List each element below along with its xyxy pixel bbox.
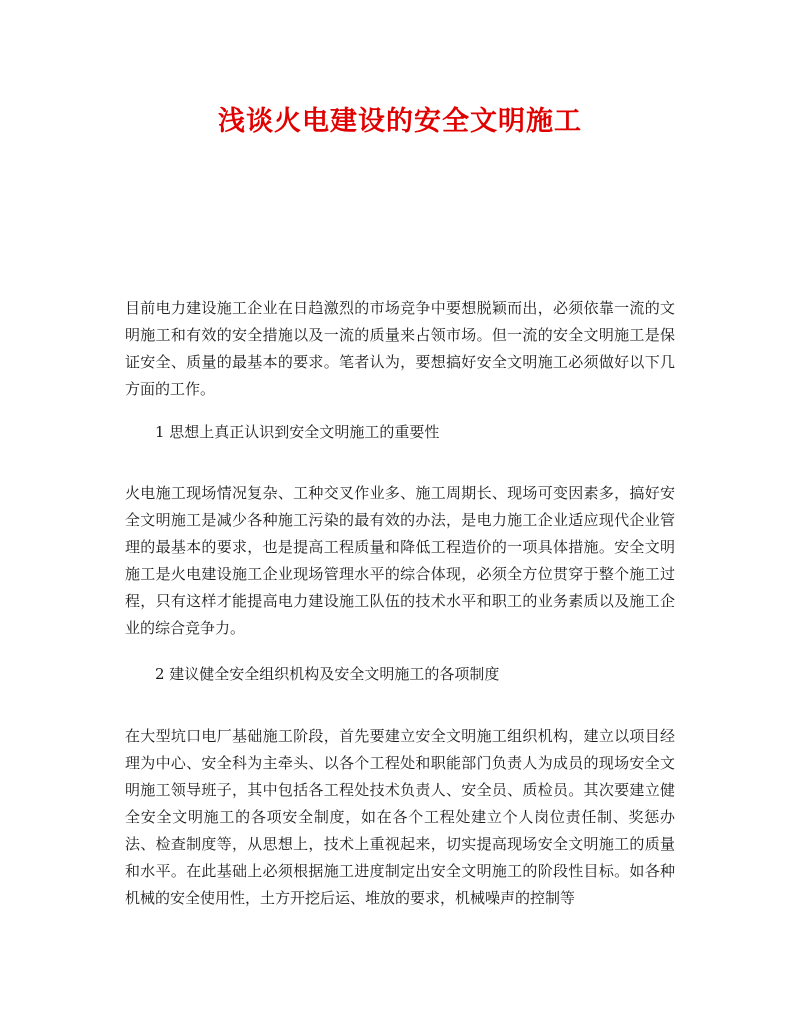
document-title: 浅谈火电建设的安全文明施工 [218,106,582,137]
section-1-heading: 1 思想上真正认识到安全文明施工的重要性 [155,423,440,441]
section-2-paragraph: 在大型坑口电厂基础施工阶段，首先要建立安全文明施工组织机构，建立以项目经理为中心、安全科为主牵头、以各个工程处和职能部门负责人为成员的现场安全文明施工领导班子，其中包括各工程处技术负责人、安全员、质检员。其次要建立健全安全文明施工的各项安全制度，如在各个工程处建立个人岗位责任制、奖惩办法、检查制度等，从思想上，技术上重视起来，切实提高现场安全文明施工的质量和水平。在此基础上必须根据施工进度制定出安全文明施工的阶段性目标。如各种机械的安全使用性，土方开挖后运、堆放的要求，机械噪声的控制等 [125,727,675,907]
section-1-paragraph: 火电施工现场情况复杂、工种交叉作业多、施工周期长、现场可变因素多，搞好安全文明施工是减少各种施工污染的最有效的办法，是电力施工企业适应现代企业管理的最基本的要求，也是提高工程质量和降低工程造价的一项具体措施。安全文明施工是火电建设施工企业现场管理水平的综合体现，必须全方位贯穿于整个施工过程，只有这样才能提高电力建设施工队伍的技术水平和职工的业务素质以及施工企业的综合竞争力。 [125,484,675,637]
section-2-heading: 2 建议健全安全组织机构及安全文明施工的各项制度 [155,665,500,683]
intro-paragraph: 目前电力建设施工企业在日趋激烈的市场竞争中要想脱颖而出，必须依靠一流的文明施工和有效的安全措施以及一流的质量来占领市场。但一流的安全文明施工是保证安全、质量的最基本的要求。笔者认为，要想搞好安全文明施工必须做好以下几方面的工作。 [125,299,675,398]
